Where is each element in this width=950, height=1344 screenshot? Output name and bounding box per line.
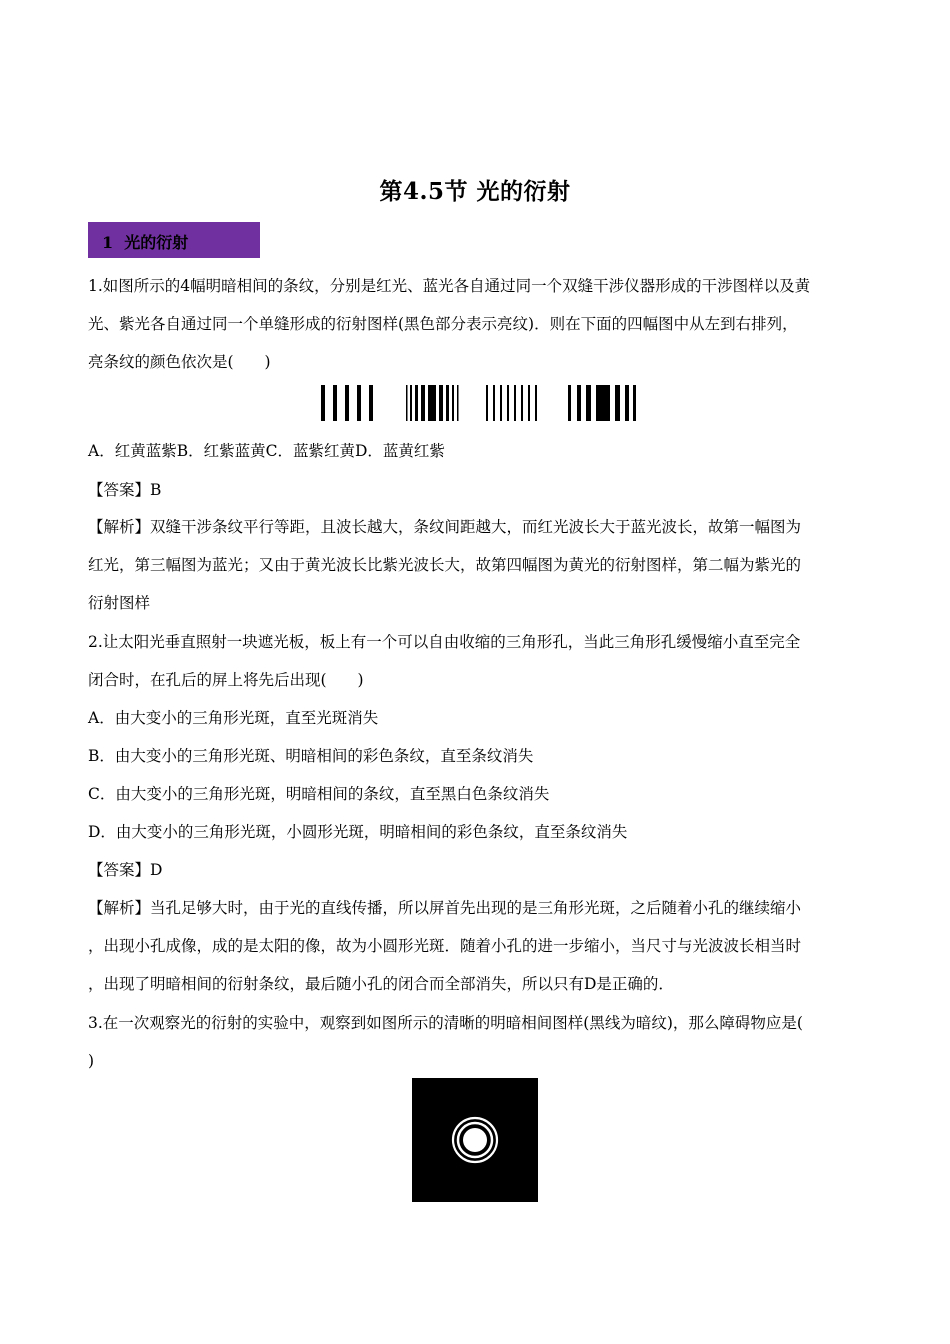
q1-line: 亮条纹的颜色依次是( ) [88,353,271,371]
diffraction-rings-figure [412,1078,538,1202]
q1-line: 光、紫光各自通过同一个单缝形成的衍射图样(黑色部分表示亮纹)．则在下面的四幅图中从左到右排列， [88,315,798,333]
stripe-pattern-3 [486,385,537,421]
stripe-pattern-2 [406,385,459,421]
page-title: 第4.5节 光的衍射 [379,178,571,205]
q1-analysis-line: 衍射图样 [88,594,151,612]
q1-answer: 【答案】B [88,481,162,499]
stripe-pattern-1 [321,385,373,421]
q2-analysis-line: ，出现了明暗相间的衍射条纹，最后随小孔的闭合而全部消失，所以只有D是正确的． [88,975,674,993]
section-label: 光的衍射 [124,233,189,252]
section-number: 1 [102,233,114,252]
stripe-patterns-figure [318,383,638,423]
q2-line: 闭合时，在孔后的屏上将先后出现( ) [88,671,364,689]
q2-analysis-line: ，出现小孔成像，成的是太阳的像，故为小圆形光斑．随着小孔的进一步缩小，当尺寸与光波波长相当时 [88,937,802,955]
q2-option-c: C．由大变小的三角形光斑，明暗相间的条纹，直至黑白色条纹消失 [88,785,550,803]
section-header [88,222,260,258]
q2-analysis-line: 【解析】当孔足够大时，由于光的直线传播，所以屏首先出现的是三角形光斑，之后随着小孔的继续缩小 [88,899,802,917]
stripe-patterns-svg [318,383,638,423]
q1-analysis-line: 【解析】双缝干涉条纹平行等距，且波长越大，条纹间距越大，而红光波长大于蓝光波长，故第一幅图为 [88,518,802,536]
diffraction-rings-svg [412,1078,538,1202]
q3-line: 3.在一次观察光的衍射的实验中，观察到如图所示的清晰的明暗相间图样(黑线为暗纹)，那么障碍物应是( [88,1014,803,1032]
q3-line: ) [88,1052,95,1070]
stripe-pattern-4 [568,385,636,421]
q2-option-d: D．由大变小的三角形光斑，小圆形光斑，明暗相间的彩色条纹，直至条纹消失 [88,823,628,841]
q2-option-a: A．由大变小的三角形光斑，直至光斑消失 [88,709,379,727]
q1-analysis-line: 红光，第三幅图为蓝光；又由于黄光波长比紫光波长大，故第四幅图为黄光的衍射图样，第二幅为紫光的 [88,556,802,574]
q1-line: 1.如图所示的4幅明暗相间的条纹，分别是红光、蓝光各自通过同一个双缝干涉仪器形成的干涉图样以及黄 [88,277,811,295]
q2-option-b: B．由大变小的三角形光斑、明暗相间的彩色条纹，直至条纹消失 [88,747,534,765]
q2-line: 2.让太阳光垂直照射一块遮光板，板上有一个可以自由收缩的三角形孔，当此三角形孔缓慢缩小直至完全 [88,633,801,651]
q2-answer: 【答案】D [88,861,163,879]
section-heading [102,230,188,253]
q1-options: A．红黄蓝紫B．红紫蓝黄C．蓝紫红黄D．蓝黄红紫 [88,442,445,460]
